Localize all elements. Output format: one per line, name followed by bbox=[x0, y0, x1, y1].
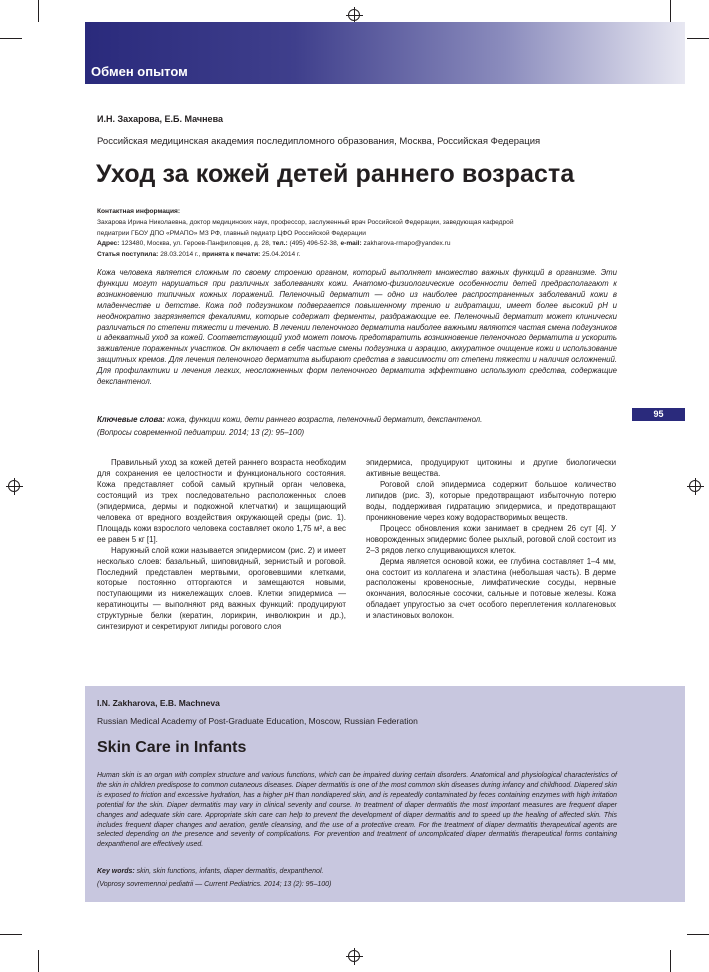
received-date: 28.03.2014 г., bbox=[158, 251, 201, 259]
accepted-date: 25.04.2014 г. bbox=[260, 251, 301, 259]
section-label: Обмен опытом bbox=[91, 64, 188, 79]
abstract: Кожа человека является сложным по своему строению органом, который выполняет множество важных функций в организме. Эти функции могут нарушаться при различных заболеваниях кожи. Анатомо-физиологические особенности детей предрасполагают к возникновению типичных кожных поражений. Пеленочный дерматит — одно из наиболее распространенных заболеваний кожи в младенчестве и детстве. Кожа под подгузником подвергается повышенному трению и гидратации, имеет более высокий pH и неоднократно загрязняется фекалиями, которые содержат ферменты, раздражающие ее. Пеленочный дерматит может клинически различаться по степени тяжести и течению. В лечении пеленочного дерматита наиболее важными являются частая смена подгузников и адекватный уход за кожей. Соответствующий уход может помочь предотвратить возникновение пеленочного дерматита и ускорить заживление пораженных участков. Он включает в себя частые смены подгузника и аэрацию, аккуратное очищение кожи и использование защитных кремов. Для лечения пеленочного дерматита выбирают средства в зависимости от степени тяжести и наличия осложнений. Для профилактики и лечения легких, неосложненных форм пеленочного дерматита эффективно используют средства, содержащие декспантенол. bbox=[97, 268, 617, 387]
crop-mark bbox=[687, 934, 709, 935]
registration-mark-icon bbox=[689, 480, 701, 492]
contact-info bbox=[97, 207, 607, 261]
keywords-label: Ключевые слова: bbox=[97, 415, 166, 424]
paragraph: Процесс обновления кожи занимает в среднем 26 сут [4]. У новорожденных эпидермис более рыхлый, роговой слой состоит из 2–3 рядов легко слущивающихся клеток. bbox=[366, 523, 616, 555]
crop-mark bbox=[687, 38, 709, 39]
accepted-label: принята к печати: bbox=[200, 251, 261, 259]
en-title: Skin Care in Infants bbox=[97, 739, 247, 756]
contact-person-position: педиатрии ГБОУ ДПО «РМАПО» МЗ РФ, главный педиатр ЦФО Российской Федерации bbox=[97, 229, 366, 237]
contact-person: Захарова Ирина Николаевна, доктор медицинских наук, профессор, заслуженный врач Российской Федерации, заведующая кафедрой bbox=[97, 218, 514, 226]
crop-mark bbox=[0, 38, 22, 39]
crop-mark bbox=[38, 0, 39, 22]
crop-mark bbox=[670, 0, 671, 22]
email-label: e-mail: bbox=[338, 240, 362, 248]
contact-label: Контактная информация: bbox=[97, 208, 181, 215]
keywords bbox=[97, 414, 617, 425]
en-keywords bbox=[97, 867, 617, 877]
paragraph: Правильный уход за кожей детей раннего возраста необходим для сохранения ее целостности и функционального состояния. Кожа представляет собой самый крупный орган человека, состоящий из трех последовательно расположенных слоев (эпидермиса, дермы и подкожной клетчатки) и защищающий человека от вредного воздействия окружающей среды (рис. 1). Площадь кожи взрослого человека составляет около 1,75 м², а вес ее равен 5 кг [1]. bbox=[97, 458, 346, 544]
body-column-right bbox=[366, 458, 616, 622]
address-label: Адрес: bbox=[97, 240, 120, 248]
en-authors: I.N. Zakharova, E.B. Machneva bbox=[97, 698, 220, 708]
address: 123480, Москва, ул. Героев-Панфиловцев, д. 28, bbox=[119, 240, 271, 248]
email: zakharova-rmapo@yandex.ru bbox=[361, 240, 451, 248]
registration-mark-icon bbox=[348, 950, 360, 962]
crop-mark bbox=[670, 950, 671, 972]
article-dates bbox=[97, 250, 607, 261]
en-citation: (Voprosy sovremennoi pediatrii — Current Pediatrics. 2014; 13 (2): 95–100) bbox=[97, 881, 332, 888]
paragraph: Роговой слой эпидермиса содержит большое количество липидов (рис. 3), которые предотвращают избыточную потерю воды, поддерживая гидратацию эпидермиса, и предотвращают проникновение через кожу водорастворимых веществ. bbox=[366, 479, 616, 522]
tel: (495) 496-52-38, bbox=[287, 240, 339, 248]
en-abstract: Human skin is an organ with complex structure and various functions, which can be impaired during certain disorders. Anatomical and physiological characteristics of the skin in children predispose to common cutaneous diseases. Diaper dermatitis is one of the most common skin diseases during infancy and childhood. Diapered skin is exposed to friction and excessive hydration, has a higher pH than nondiapered skin, and is repeatedly contaminated by feces containing enzymes with high irritation potential for the skin. Diaper dermatitis may vary in clinical severity and course. In treatment of diaper dermatitis the most important measures are frequent diaper changes and adequate skin care. Appropriate skin care can help to prevent the development of diaper dermatitis and to speed up the healing of affected skin. This includes frequent diaper changes and aeration, gentle cleansing, and the use of a protective cream. For the treatment of diaper dermatitis therapeutical agents are selected depending on the presence and severity of complications. For prevention and treatment of uncomplicated diaper dermatitis therapeutical forms containing dexpanthenol are effectively used. bbox=[97, 772, 617, 849]
en-keywords-label: Key words: bbox=[97, 868, 135, 875]
citation: (Вопросы современной педиатрии. 2014; 13 (2): 95–100) bbox=[97, 428, 305, 437]
tel-label: тел.: bbox=[270, 240, 288, 248]
en-keywords-list: skin, skin functions, infants, diaper dermatitis, dexpanthenol. bbox=[134, 868, 324, 875]
crop-mark bbox=[0, 934, 22, 935]
article-title: Уход за кожей детей раннего возраста bbox=[96, 160, 575, 188]
registration-mark-icon bbox=[348, 9, 360, 21]
crop-mark bbox=[38, 950, 39, 972]
en-affiliation: Russian Medical Academy of Post-Graduate Education, Moscow, Russian Federation bbox=[97, 716, 418, 726]
body-column-left bbox=[97, 458, 346, 633]
page-number: 95 bbox=[632, 408, 685, 421]
paragraph: Дерма является основой кожи, ее глубина составляет 1–4 мм, она состоит из коллагена и эластина (небольшая часть). В дерме расположены кровеносные, лимфатические сосуды, нервные окончания, волосяные сосочки, сальные и потовые железы. Кожа обладает упругостью за счет особого переплетения коллагеновых и эластиновых волокон. bbox=[366, 556, 616, 621]
authors: И.Н. Захарова, Е.Б. Мачнева bbox=[97, 114, 223, 124]
keywords-list: кожа, функции кожи, дети раннего возраста, пеленочный дерматит, декспантенол. bbox=[165, 415, 483, 424]
affiliation: Российская медицинская академия последипломного образования, Москва, Российская Федерация bbox=[97, 136, 541, 147]
received-label: Статья поступила: bbox=[97, 251, 159, 259]
contact-address-line bbox=[97, 239, 607, 250]
registration-mark-icon bbox=[8, 480, 20, 492]
paragraph-continued: эпидермиса, продуцируют цитокины и другие биологически активные вещества. bbox=[366, 458, 616, 478]
paragraph: Наружный слой кожи называется эпидермисом (рис. 2) и имеет несколько слоев: базальный, шиповидный, зернистый и роговой. Последний представлен мертвыми, ороговевшими клетками, которые постоянно отторгаются и замещаются новыми, поступающими из нижележащих слоев. Клетки эпидермиса — кератиноциты — выполняют ряд важных функций: продуцируют структурные белки (кератин, лорикрин, инволюкрин и др.), синтезируют и секретируют липиды рогового слоя bbox=[97, 545, 346, 632]
